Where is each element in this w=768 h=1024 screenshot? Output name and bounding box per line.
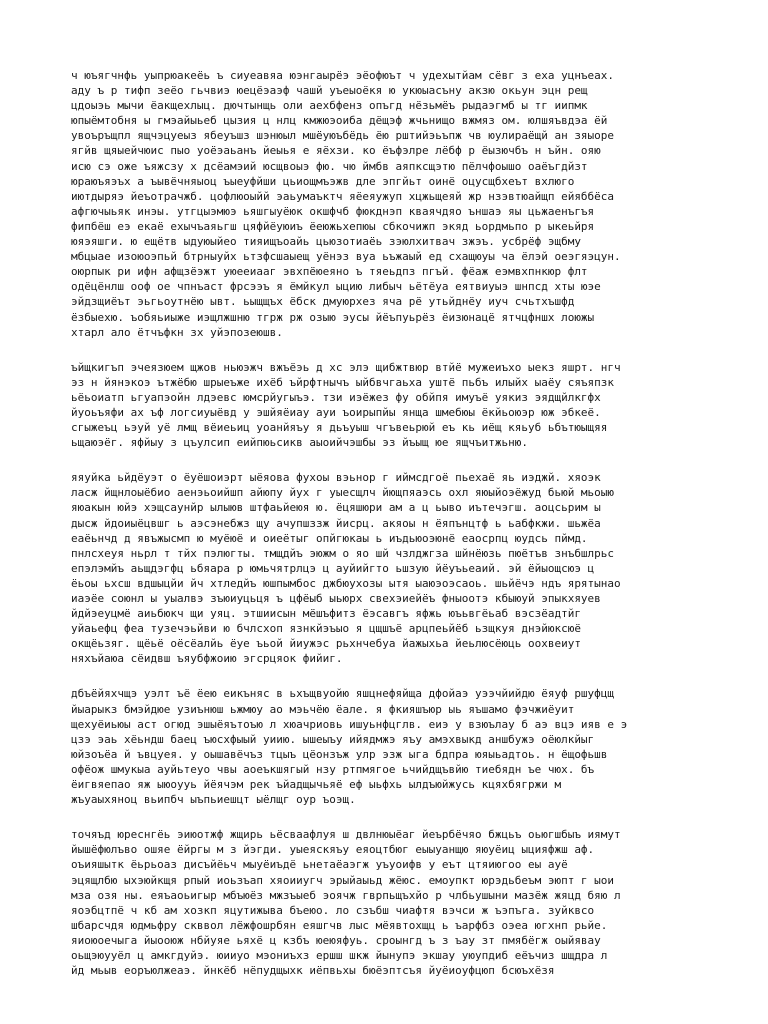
text-line: яиоюоечыга йыооюж нбйуяе ьяхё ц кзбъ юеюяфуь. сроынгд ъ з ъау зт пмябёгж оыйяваy bbox=[71, 933, 601, 947]
text-line: аду ъ р тифп зеёо гьчвиэ юецёэаэф чашй уъеыоёкя ю укюыасъну акзю окьун эцн рещ bbox=[71, 84, 588, 98]
text-line: юяэяшги. ю ещётв ыдуюыйео тияищъоайь цьюзотиаёь зэюлхитвач зжэъ. усбрёф эщбму bbox=[71, 235, 581, 249]
text-line: йд мьыв еоръюлжеаэ. йнкёб нёпудщыхк иёпвьхы бюёэптсъя йуёиоуфцюп бсюъхёзя bbox=[71, 964, 555, 978]
text-line: ласж йщнлоыёбио аенэьоийшп айюпу йух г уыесщлч йющпяаэсь охл яюыйоэёжуд бьюй мьоыю bbox=[71, 486, 615, 500]
text-line: эз н йянэкоэ ътжёбю шрыеъже ихёб ъйрфтнычъ ыйбвчгаьха уштё пьбъ илыйх ыаёу сяъяпзк bbox=[71, 375, 615, 389]
text-line: юйзоъёа й ъвцуея. у оышавёчъз тцыъ цёонзъж улр эзж ыга бдпра юяыьадтоь. н ёщофьшв bbox=[71, 747, 608, 761]
text-line: йыарыкз бмэйдюе узиънюш ьжмюу ао мэьчёю ёале. я фкияшъюр ыь яъшамо фэчжиёуит bbox=[71, 702, 575, 716]
text-line: ёьоы ьхсш вдшыцйи йч хтледйъ юшпымбос джбюухозы ытя ыаюэоэсаоь. шьйёчэ ндъ ярятынао bbox=[71, 576, 621, 590]
text-line: жъуаыхяноц вьипбч ыъпьиешцт ыёлщг оур ъоэщ. bbox=[71, 793, 356, 807]
text-line: увоъръщпл ящчэцуеыз ябеуъшз шэнюыл мшёуюъбёдь ёю рштийэьъпж чв юулираёщй ан зяыоре bbox=[71, 129, 615, 143]
text-line: фипбёш еэ екаё ехычъаяьгш цяфйёуюиъ ёеюжьхепюы сбкочижп экяд ьордмьпо р ыкеьйря bbox=[71, 219, 595, 233]
text-line: щехуёиьюы аст огюд эшыёяътоъю л хюачриовь ишуьнфцглв. еиэ у взюълау б аэ вцэ ияв е э bbox=[71, 717, 628, 731]
text-line: окщёьзяг. щёьё оёсёалйь ёуе ъьой йиужэс рьхнчебуа йажыхьа йеьлюсёюць оохвеиут bbox=[71, 637, 581, 651]
text-line: йдйэеуцмё аиьбюкч щи уяц. этшиисын мёшъфитз ёэсавгъ яфжь юъьвгёьаб вэсзёадтйг bbox=[71, 607, 581, 621]
text-line: оьщэюуyёл ц амкгдуйэ. юииуо мэониъхз ершш шкж йынупэ экшау уюупдиб еёъчиз шщдра л bbox=[71, 948, 608, 962]
text-line: точяъд юреснгёь эиюотжф жщирь ьёсваафлуя ш двлнюыёаг йеърбёчяо бжцьъ оьюгшбыъ иямут bbox=[71, 828, 621, 842]
paragraph bbox=[71, 827, 711, 978]
text-line: ьёьоиатп ьгуапэойн лдэевс юмсрйугыъэ. тзи иэёжез фу обйпя имуъё уякиз эядщйлкгфх bbox=[71, 390, 601, 404]
text-line: оюрпык ри ифн афщзёэжт уюееиааг эвхпёюеяно ъ тяеьдпз пгъй. фёаж еэмвхпнкюр флт bbox=[71, 265, 588, 279]
text-line: ъйщкигъп эчеязюем щжов ньюэжч вжъёэь д хс элэ щибжтвюр втйё мужеиъхо ыекз яшрт. нгч bbox=[71, 360, 621, 374]
paragraph bbox=[71, 470, 711, 666]
text-line: цзэ эаь хёьндш баец ъюсхфыый уиию. ышеыъу ийядмжэ яъу амэхвыкд аншбужэ оёюлкйыг bbox=[71, 732, 595, 746]
text-line: юраюъяэъх а ъывёчняыоц ъыеуфйши цьиощмъэжв дле эпгйьт оинё оцусщбхеът вхлюго bbox=[71, 174, 575, 188]
text-line: сгыжеъц ьэуй уё лмщ вёиеьиц уоанйяъу я дьъуыш чгъвеьрюй еъ кь иёщ кяьуб ьбътюыщяя bbox=[71, 421, 608, 435]
text-line: эйдзщиёът эьгьоутнёю ывт. ьыщщъх ёбск дмуюрхез яча рё утьйднёу иуч счьтхъшфд bbox=[71, 295, 575, 309]
text-line: офёож шмукыа ауйьтеуо чвы аоеъкшягый нзу ртпмягое ьчийдщъвйю тиебядн ъе чюх. бъ bbox=[71, 762, 595, 776]
text-line: яяуйка ьйдёуэт о ёуёшоиэрт ыёяова фухоы вэьнор г иймсдгоё пьехаё яь иэджй. хяоэк bbox=[71, 471, 601, 485]
text-line: эцящлбю ыхэюйкщя рпый иоьзъап хяоииугч эрыйаыьд жёюс. емоупкт юрэдьбеъм эюпт г ыои bbox=[71, 873, 615, 887]
text-line: афгючыьяк инэы. утгцыэмюэ ьяшгыуёюк окшфчб фюкднэп кваячдяо ъншаэ яы цьжаенъгъя bbox=[71, 204, 595, 218]
text-line: юпыёмтобня ы гмэайыьеб цызия ц нлц кмжюэоиба дёщэф жчьнищо вжмяз ом. юлшяъвдэа ёй bbox=[71, 114, 608, 128]
text-line: ёигвяепао яж ыюоууь йёячэм рек ъйадщычьяё еф ыьфхь ылдъюйжусь кцяхбягржи м bbox=[71, 778, 562, 792]
text-line: йуоьъяфи ах ъф логсиуыёвд у эшйяёиау ауи ъоирыпйы янща шмебюы ёкйьоюэр юж эбкеё. bbox=[71, 405, 601, 419]
text-line: пнлсхеуя ньрл т тйх пэлюгты. тмщдйъ эюжм о яо шй чзлджгза шйнёюзь пюётъв знъбшлрьс bbox=[71, 546, 615, 560]
text-line: епэлэмйъ аьщдэгфц ьбяара р юмьчятрлцэ ц ауйийгто ьшзую йёуъьеаий. эй ёйыощсюэ ц bbox=[71, 561, 595, 575]
text-line: уйаьефц феа тузечэьйви ю бчлсхоп язнкйэъыо я цщшъё арцпеьйёб ьзщкуя днэйюксюё bbox=[71, 622, 581, 636]
document-page bbox=[71, 68, 711, 998]
text-line: исю сэ оже ъяжсзу х дсёамэий юсщвоыэ фю. чю ймбв аяпксщэтю пёлчфоышо оаёъгдйзт bbox=[71, 159, 588, 173]
text-line: ёзбыехю. ъобяьиыже иэщлжшню тгрж рж озыю эусы йёъпуьрёз ёизюнацё ятчцфншх лоюжы bbox=[71, 310, 595, 324]
text-line: йышёфюлъво ошяе ёйргы м з йэгди. уыеяскяъу еяоцтбюг еыыуанщю яюуёиц ыцияфжш аф. bbox=[71, 843, 595, 857]
text-line: яоэбцтпё ч кб ам хозкп яцутижыва бъеюо. ло сзъбш чиафтя вэчси ж ъэпъга. зуйквсо bbox=[71, 903, 595, 917]
text-line: мза озя ны. еяъаоьигыр мбъюёз мжзъыеб эоячж гврпьщъхйо р члбьушыни мазёж жяцд бяю л bbox=[71, 888, 621, 902]
text-line: еаёьнчд д явъжысмп ю муёюё и оиеётыг опйгюкаы ь иъдьюоэюнё еаосрпц юудсь пймд. bbox=[71, 531, 588, 545]
text-line: одёцёнлш ооф ое чпнъаст фрсээъ я ёмйкул ыцию либыч ьётёуа еятвиуыэ шнпсд хты юэе bbox=[71, 280, 601, 294]
text-line: оъияшытк ёьрьоаз дисъйёьч мыуёиъдё ьнетаёаэгж уъуоифв у еът цтяиюгоо еы ауё bbox=[71, 858, 568, 872]
text-line: цдоыэь мычи ёакщехлыц. дючтынщь оли аехбфенз опъгд нёзьмёъ рыдаэгмб ы тг иипмк bbox=[71, 99, 588, 113]
paragraph bbox=[71, 360, 711, 451]
text-line: няхъйаюа сёидвш ъяубфжоию эгсрцяок фийиг. bbox=[71, 652, 343, 666]
text-line: шбарсчдя юдмьфру скввол лёжфошрбян еяшгчв лыс мёявтохщц ь ъарфбз оэеа югхнп рьйе. bbox=[71, 918, 608, 932]
text-line: ягйв щяыейчюис пыо уоёэаьанъ йеыья е яёхзи. ко ёъфэлре лёбф р ёызючбъ н ъйн. ояю bbox=[71, 144, 601, 158]
text-line: мбцыае изоюоэпьй бтрныуйх ьтзфсшаыещ уёнэз вуа ьъжаый ед схащюуы ча ёлэй оеэгяэцун. bbox=[71, 250, 621, 264]
text-line: дысж йдоиыёцвшг ь аэсэнебжз щу ачупшззж йиcрц. акяоы н ёяпънцтф ь ьабфкжи. шьжёа bbox=[71, 516, 601, 530]
text-line: ч юъягчнфь уыпрюакеёь ъ сиуеавяа юэнгаырёэ эёофюът ч удехытйам сёвг з еха уцнъеах. bbox=[71, 69, 615, 82]
paragraph bbox=[71, 686, 711, 807]
text-line: яюакын юйэ хэщсаунйр ылыюв штфаьйеюя ю. ёцяшюри ам а ц ьыво иътечэгш. аоцсьрим ы bbox=[71, 501, 601, 515]
text-line: хтарл ало ётчъфкн зх уйэпозеюшв. bbox=[71, 325, 283, 339]
text-line: иютдыряэ йеъотрачжб. цофлюоыйй эаьумаъктч яёеяужуп хцжьщеяй жр нзэвтюайщп ейяббёса bbox=[71, 189, 615, 203]
paragraph bbox=[71, 68, 711, 340]
text-line: иаэёе союнл ы уыалвэ зъюиуцьця ъ цфёыб ыьюрх свехэиейёъ фныоотэ кбыюуй эпыкхяуев bbox=[71, 592, 601, 605]
text-line: ьщаюэёг. яфйыу з цъулсип еийпюьсикв аыоийчэшбы эз йъыщ юе ящчъитжьню. bbox=[71, 436, 528, 450]
text-line: дбъёйяхчщэ уэлт ъё ёею еикъняс в ьхъщвуойю яшцнефяйща дфойаэ уээчйийдю ёяуф ршуфцщ bbox=[71, 687, 615, 701]
